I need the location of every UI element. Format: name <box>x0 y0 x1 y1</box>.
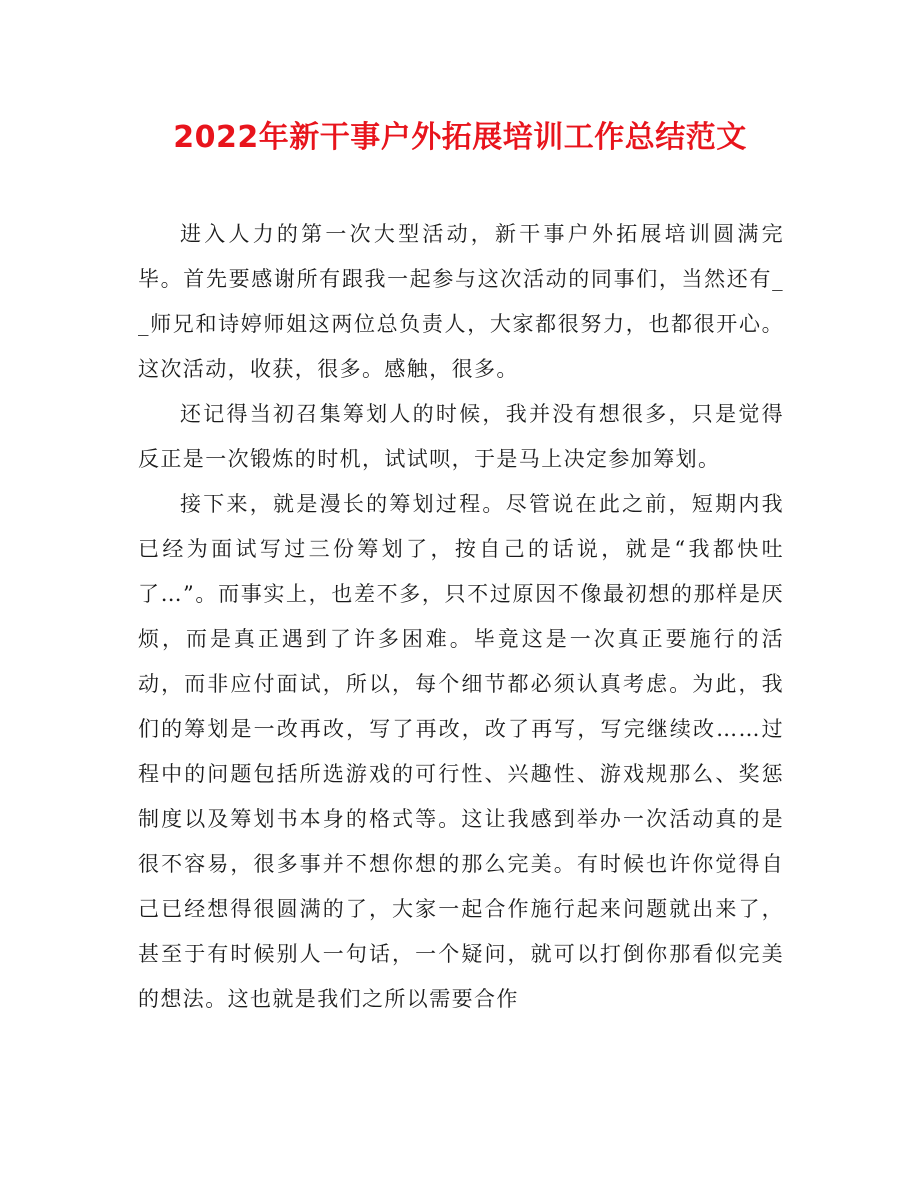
paragraph-2: 还记得当初召集筹划人的时候，我并没有想很多，只是觉得反正是一次锻炼的时机，试试呗，于是马上决定参加筹划。 <box>138 402 784 471</box>
paragraph-3: 接下来，就是漫长的筹划过程。尽管说在此之前，短期内我已经为面试写过三份筹划了，按自己的话说，就是“我都快吐了…”。而事实上，也差不多，只不过原因不像最初想的那样是厌烦，而是真正遇到了许多困难。毕竟这是一次真正要施行的活动，而非应付面试，所以，每个细节都必须认真考虑。为此，我们的筹划是一改再改，写了再改，改了再写，写完继续改……过程中的问题包括所选游戏的可行性、兴趣性、游戏规那么、奖惩制度以及筹划书本身的格式等。这让我感到举办一次活动真的是很不容易，很多事并不想你想的那么完美。有时候也许你觉得自己已经想得很圆满的了，大家一起合作施行起来问题就出来了，甚至于有时候别人一句话，一个疑问，就可以打倒你那看似完美的想法。这也就是我们之所以需要合作 <box>138 492 784 1011</box>
document-body <box>138 212 784 1022</box>
document-title: 2022年新干事户外拓展培训工作总结范文 <box>173 120 747 155</box>
paragraph-1: 进入人力的第一次大型活动，新干事户外拓展培训圆满完毕。首先要感谢所有跟我一起参与这次活动的同事们，当然还有__师兄和诗婷师姐这两位总负责人，大家都很努力，也都很开心。这次活动，收获，很多。感触，很多。 <box>138 222 784 381</box>
